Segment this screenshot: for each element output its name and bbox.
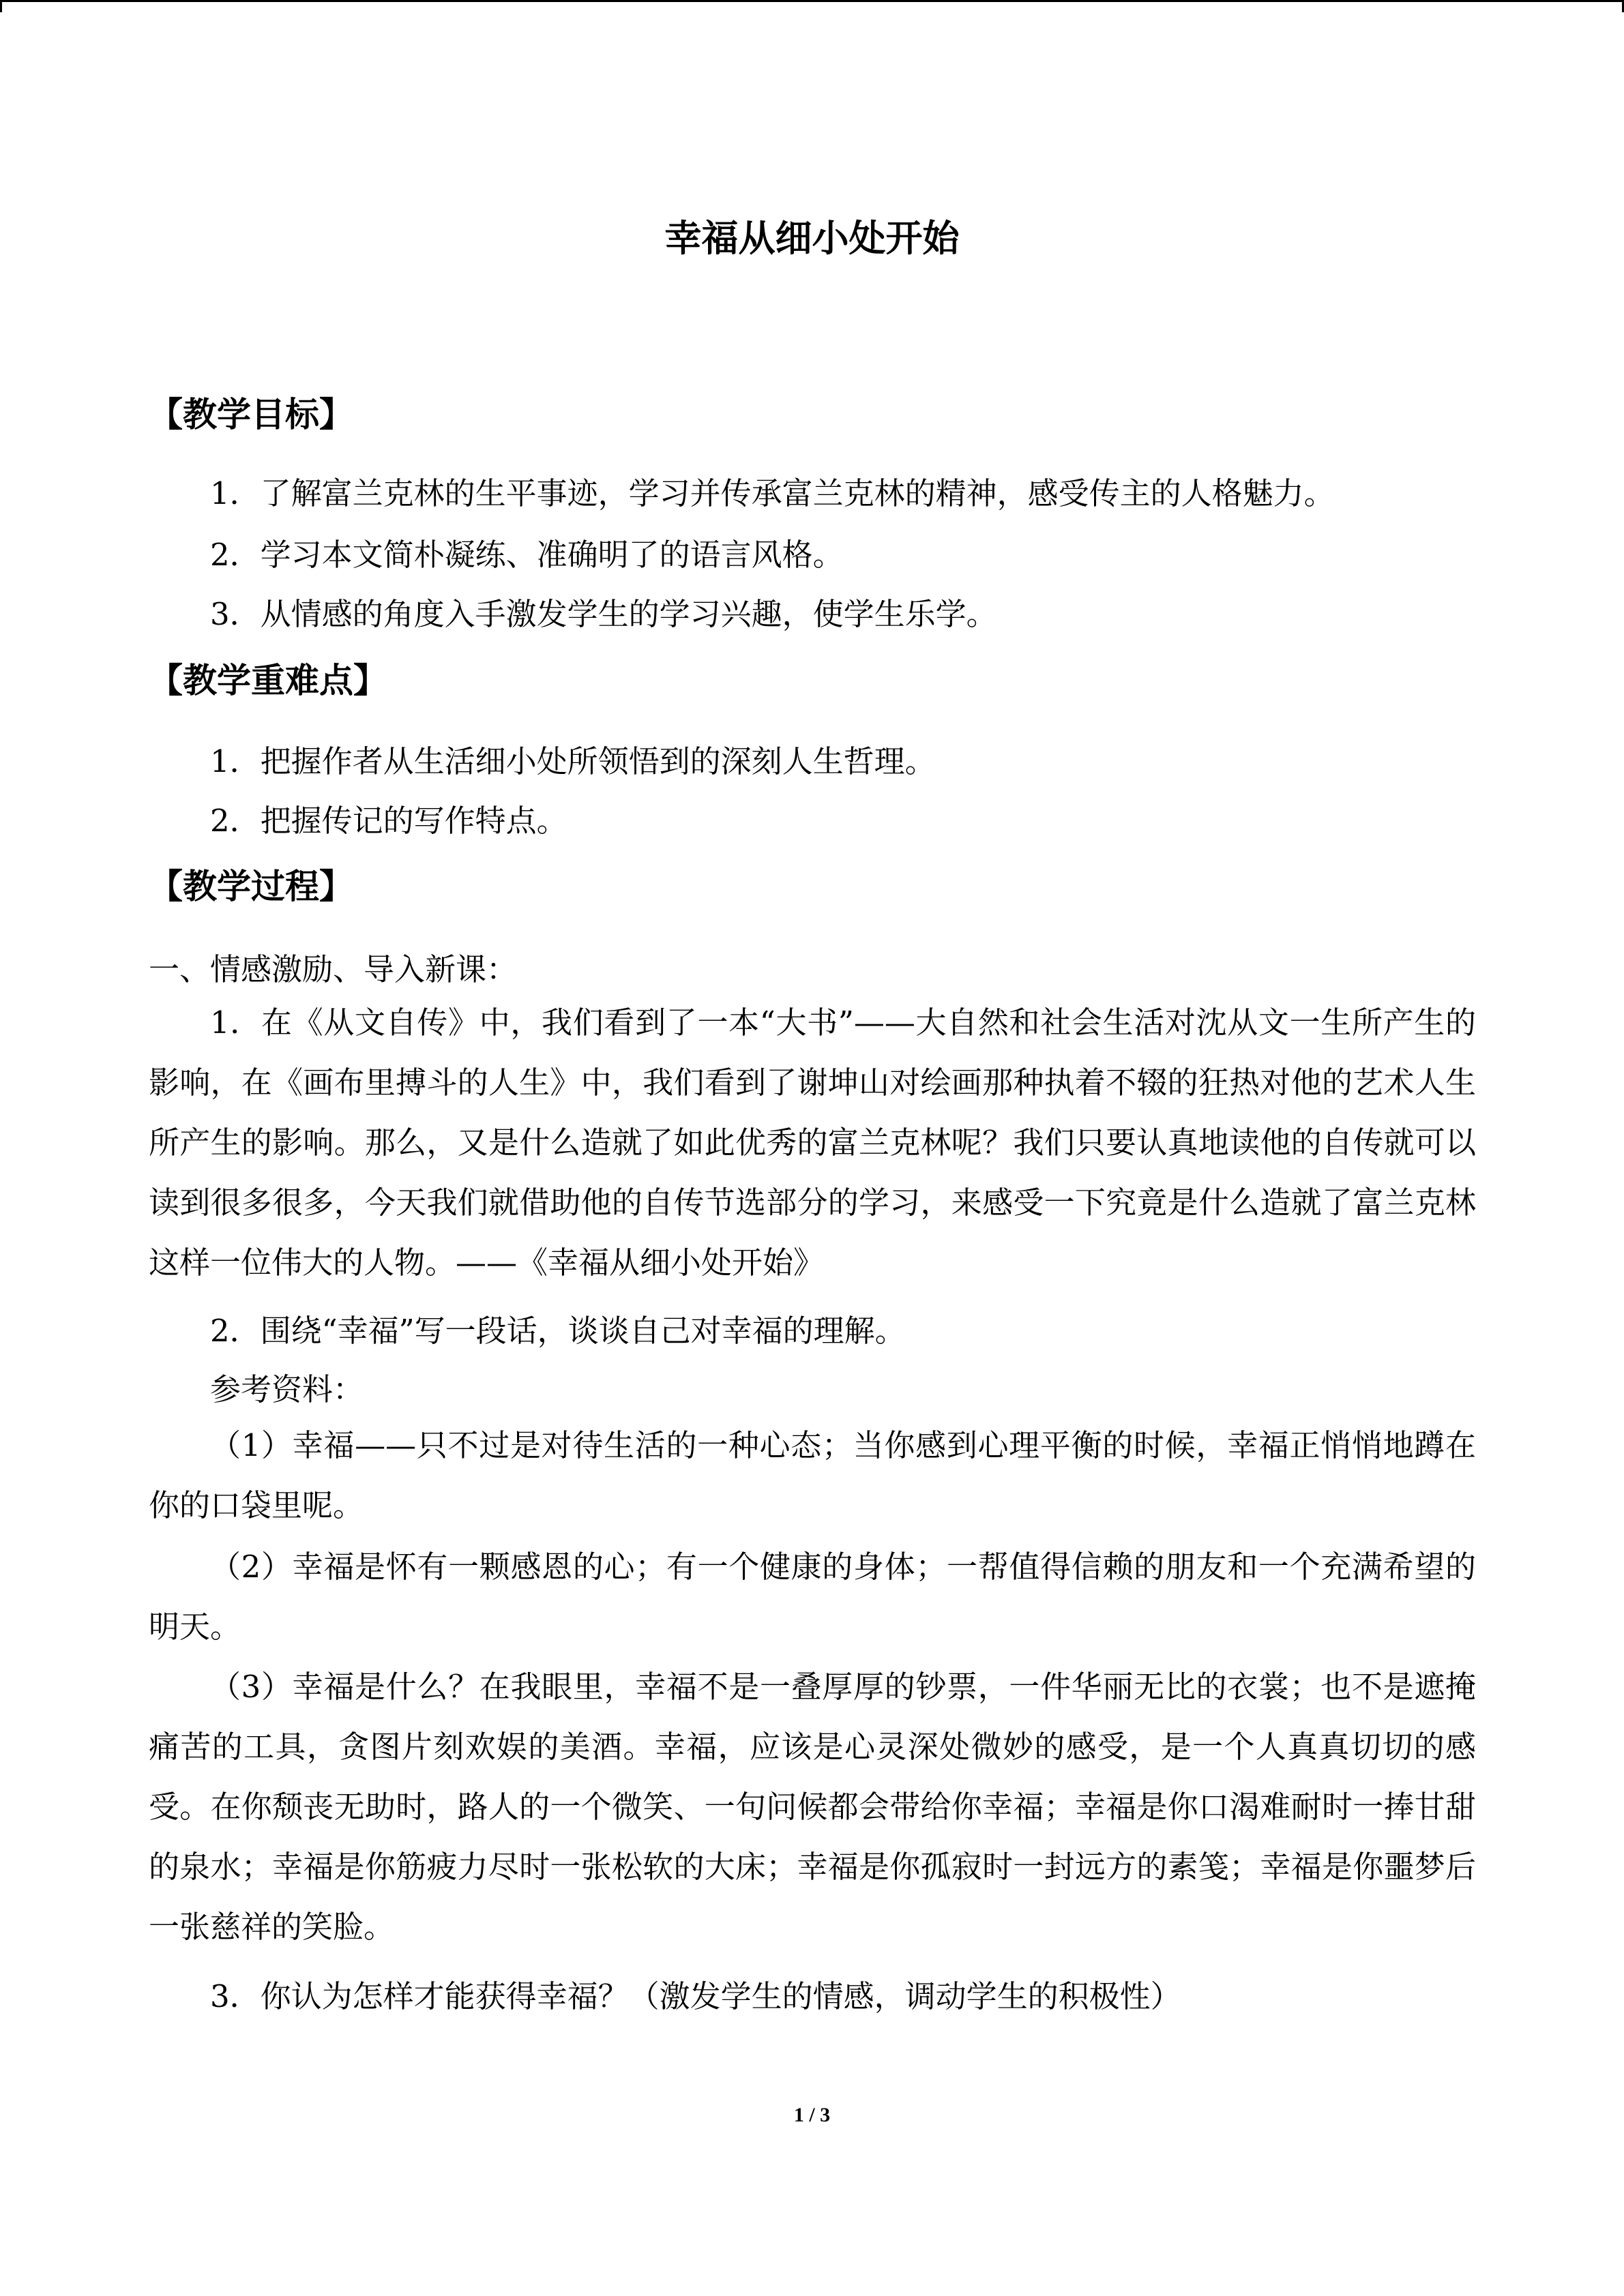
objectives-heading: 【教学目标】: [149, 395, 353, 434]
page-number: 1 / 3: [793, 2104, 831, 2126]
top-border: [0, 0, 1624, 2]
key-point-item: 1．把握作者从生活细小处所领悟到的深刻人生哲理。: [210, 743, 936, 779]
task-paragraph: 2．围绕“幸福”写一段话，谈谈自己对幸福的理解。: [210, 1313, 906, 1349]
objective-item: 1．了解富兰克林的生平事迹，学习并传承富兰克林的精神，感受传主的人格魅力。: [210, 475, 1335, 511]
process-heading: 【教学过程】: [149, 867, 353, 906]
reference-item: （1）幸福——只不过是对待生活的一种心态；当你感到心理平衡的时候，幸福正悄悄地蹲在你的口袋里呢。: [149, 1427, 1476, 1523]
left-border-mark: [0, 0, 2, 12]
key-point-item: 2．把握传记的写作特点。: [210, 803, 567, 839]
question-paragraph: 3．你认为怎样才能获得幸福？（激发学生的情感，调动学生的积极性）: [210, 1978, 1181, 2014]
objective-item: 3．从情感的角度入手激发学生的学习兴趣，使学生乐学。: [210, 596, 997, 632]
reference-item: （3）幸福是什么？在我眼里，幸福不是一叠厚厚的钞票，一件华丽无比的衣裳；也不是遮掩痛苦的工具，贪图片刻欢娱的美酒。幸福，应该是心灵深处微妙的感受，是一个人真真切切的感受。在你颓丧无助时，路人的一个微笑、一句问候都会带给你幸福；幸福是你口渴难耐时一捧甘甜的泉水；幸福是你筋疲力尽时一张松软的大床；幸福是你孤寂时一封远方的素笺；幸福是你噩梦后一张慈祥的笑脸。: [149, 1669, 1476, 1945]
page-title: 幸福从细小处开始: [664, 217, 960, 260]
reference-label: 参考资料：: [210, 1371, 364, 1407]
section-title: 一、情感激励、导入新课：: [149, 951, 518, 987]
objective-item: 2．学习本文简朴凝练、准确明了的语言风格。: [210, 537, 844, 573]
intro-paragraph: 1．在《从文自传》中，我们看到了一本“大书”——大自然和社会生活对沈从文一生所产生的影响，在《画布里搏斗的人生》中，我们看到了谢坤山对绘画那种执着不辍的狂热对他的艺术人生所产生的影响。那么，又是什么造就了如此优秀的富兰克林呢？我们只要认真地读他的自传就可以读到很多很多，今天我们就借助他的自传节选部分的学习，来感受一下究竟是什么造就了富兰克林这样一位伟大的人物。——《幸福从细小处开始》: [149, 1004, 1476, 1281]
key-points-heading: 【教学重难点】: [149, 661, 387, 700]
reference-item: （2）幸福是怀有一颗感恩的心；有一个健康的身体；一帮值得信赖的朋友和一个充满希望的明天。: [149, 1549, 1476, 1645]
